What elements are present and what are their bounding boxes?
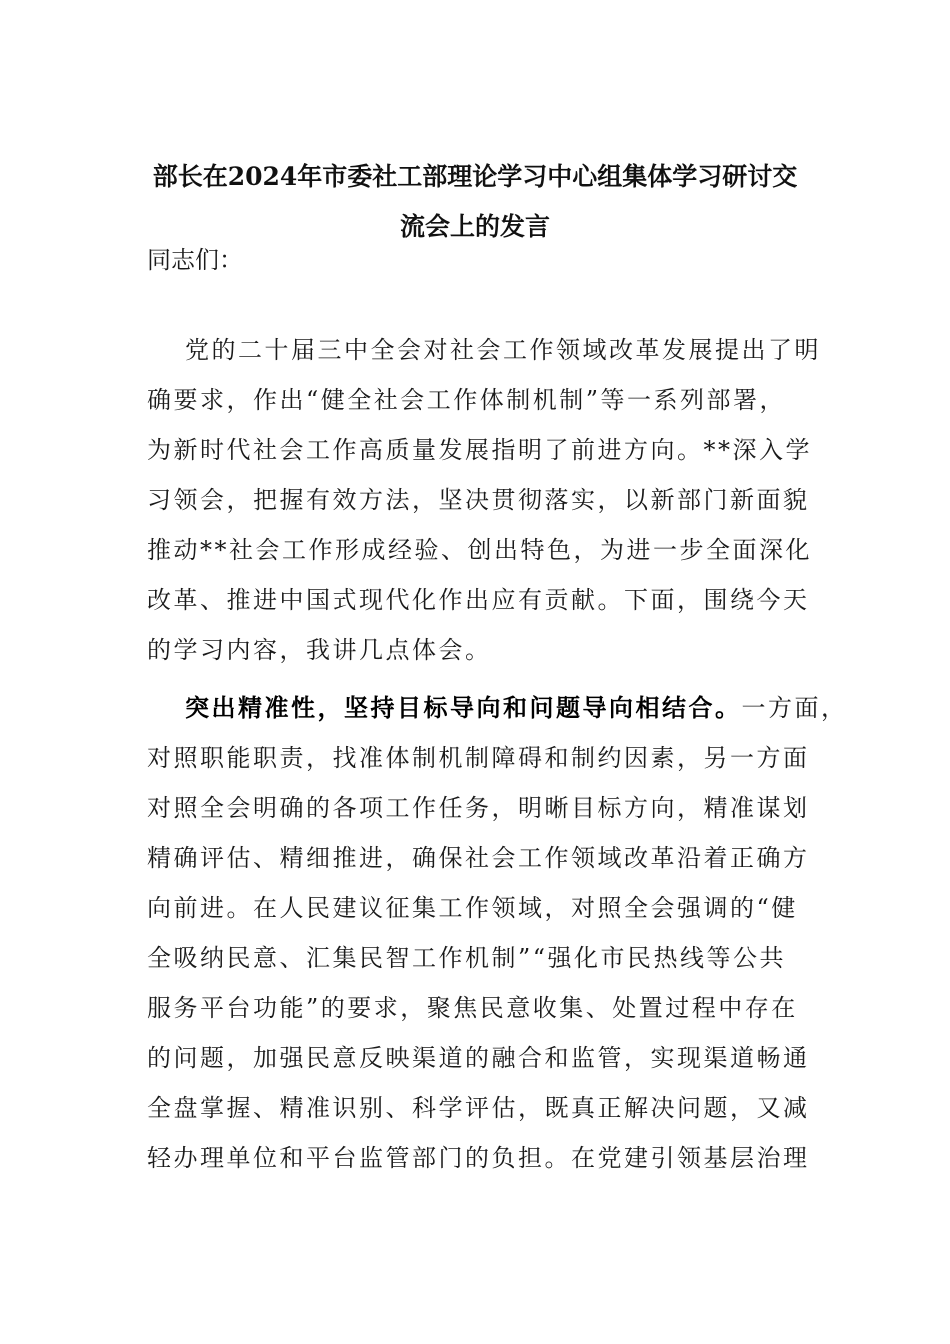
paragraph-line: 推动**社会工作形成经验、创出特色，为进一步全面深化	[147, 536, 812, 564]
paragraph-precision	[147, 683, 848, 1183]
paragraph-line: 轻办理单位和平台监管部门的负担。在党建引领基层治理	[147, 1144, 810, 1172]
title-line: 流会上的发言	[399, 212, 550, 241]
paragraph-line: 全盘掌握、精准识别、科学评估，既真正解决问题，又减	[147, 1094, 810, 1122]
section-heading: 突出精准性，坚持目标导向和问题导向相结合。	[185, 693, 742, 722]
paragraph-line: 服务平台功能”的要求，聚焦民意收集、处置过程中存在	[147, 994, 798, 1022]
paragraph-line: 向前进。在人民建议征集工作领域，对照全会强调的“健	[147, 894, 798, 922]
paragraph-line: 对照全会明确的各项工作任务，明晰目标方向，精准谋划	[147, 794, 810, 822]
paragraph-line: 习领会，把握有效方法，坚决贯彻落实，以新部门新面貌	[147, 486, 810, 514]
paragraph-line: 确要求，作出“健全社会工作体制机制”等一系列部署，	[147, 386, 787, 414]
document-title	[130, 152, 820, 252]
paragraph-line: 党的二十届三中全会对社会工作领域改革发展提出了明	[185, 336, 821, 364]
paragraph-line: 改革、推进中国式现代化作出应有贡献。下面，围绕今天	[147, 586, 810, 614]
paragraph-line: 的问题，加强民意反映渠道的融合和监管，实现渠道畅通	[147, 1044, 810, 1072]
title-line: 部长在2024年市委社工部理论学习中心组集体学习研讨交	[152, 162, 798, 191]
paragraph-intro	[147, 325, 821, 675]
paragraph-line: 为新时代社会工作高质量发展指明了前进方向。**深入学	[147, 436, 812, 464]
paragraph-line: 全吸纳民意、汇集民智工作机制”“强化市民热线等公共	[147, 944, 787, 972]
salutation: 同志们：	[147, 246, 243, 274]
paragraph-line: 精确评估、精细推进，确保社会工作领域改革沿着正确方	[147, 844, 810, 872]
paragraph-line-rest: 一方面，	[741, 694, 848, 722]
paragraph-first-line	[147, 683, 848, 733]
paragraph-line: 对照职能职责，找准体制机制障碍和制约因素，另一方面	[147, 744, 810, 772]
paragraph-line: 的学习内容，我讲几点体会。	[147, 636, 492, 664]
